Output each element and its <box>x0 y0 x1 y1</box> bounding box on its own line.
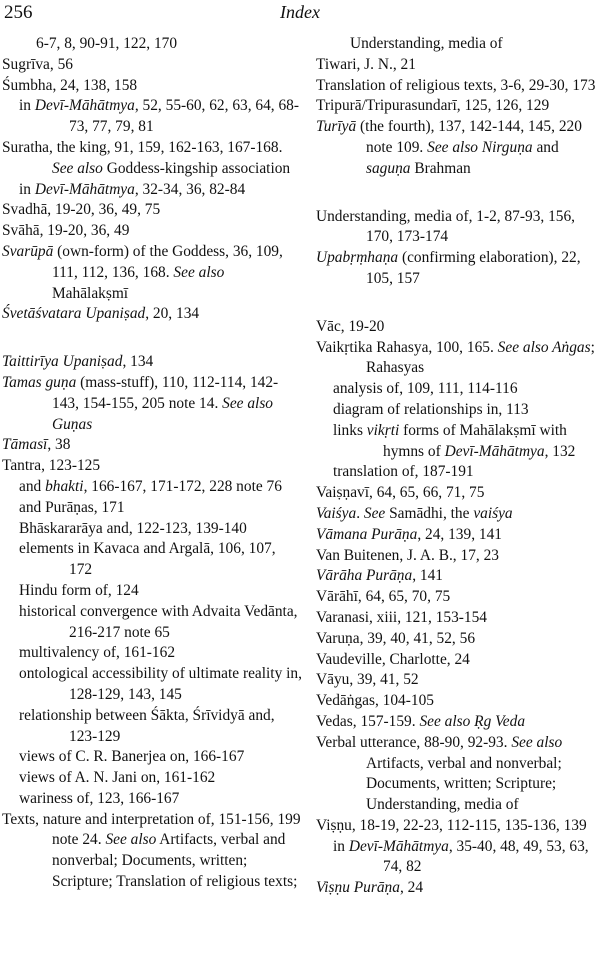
index-entry <box>316 587 600 608</box>
entry-text: in <box>333 837 349 855</box>
index-entry <box>316 207 600 249</box>
index-entry <box>316 338 600 380</box>
index-entry <box>2 221 302 242</box>
entry-text: ; Rahasyas <box>366 338 595 377</box>
entry-text: Understanding, media of <box>350 35 503 52</box>
index-entry <box>316 117 600 179</box>
index-subentry <box>2 180 302 201</box>
entry-text: elements in Kavaca and Argalā, 106, 107, 172 <box>19 540 276 579</box>
entry-text: Van Buitenen, J. A. B., 17, 23 <box>316 546 499 564</box>
entry-text: and <box>19 477 46 495</box>
section-gap <box>316 180 600 207</box>
entry-text: in <box>19 180 35 198</box>
entry-text: and <box>532 138 559 156</box>
index-entry <box>2 200 302 221</box>
index-entry <box>316 96 600 117</box>
index-subentry <box>2 643 302 664</box>
index-column-left <box>2 34 302 893</box>
index-entry <box>316 670 600 691</box>
entry-text: views of A. N. Jani on, 161-162 <box>19 769 216 787</box>
entry-text: Samādhi, the <box>385 504 474 522</box>
index-entry <box>316 566 600 587</box>
entry-text: Artifacts, verbal and nonverbal; Documents, written; Scripture; Understanding, media of <box>366 754 562 814</box>
entry-text: Tiwari, J. N., 21 <box>316 55 416 73</box>
entry-text: , 32-34, 36, 82-84 <box>134 180 246 198</box>
entry-text: ontological accessibility of ultimate reality in, 128-129, 143, 145 <box>19 665 302 703</box>
index-entry <box>2 138 302 180</box>
entry-text: See <box>363 504 386 522</box>
index-entry <box>2 55 302 76</box>
entry-text: , 52, 55-60, 62, 63, 64, 68-73, 77, 79, 81 <box>69 97 300 136</box>
index-entry <box>316 733 600 816</box>
entry-text: Śvetāśvatara Upaniṣad <box>2 305 146 323</box>
entry-text: Translation of religious texts, 3-6, 29-30, 173 <box>316 76 596 94</box>
index-subentry <box>316 837 600 879</box>
entry-text: Devī-Māhātmya <box>34 180 135 198</box>
entry-text: and Purāṇas, 171 <box>19 498 125 516</box>
entry-text: Vedāṅgas, 104-105 <box>316 692 434 710</box>
entry-text: See also <box>105 831 157 849</box>
entry-text: Taittirīya Upaniṣad <box>2 353 123 371</box>
entry-text: , 38 <box>47 436 71 454</box>
running-title: Index <box>280 2 320 22</box>
entry-text: Svāhā, 19-20, 36, 49 <box>2 222 130 240</box>
entry-text: analysis of, 109, 111, 114-116 <box>333 380 518 398</box>
entry-text: relationship between Śākta, Śrīvidyā and, 123-129 <box>19 706 275 745</box>
entry-text: vaiśya <box>473 504 513 522</box>
index-subentry <box>316 462 600 483</box>
index-entry <box>316 712 600 733</box>
entry-text: Śumbha, 24, 138, 158 <box>2 76 138 94</box>
page-header <box>0 0 600 30</box>
entry-text: Hindu form of, 124 <box>19 581 139 599</box>
entry-text: translation of, 187-191 <box>333 463 474 481</box>
entry-text: See also <box>511 733 563 751</box>
index-entry <box>316 878 600 899</box>
entry-text: Tripurā/Tripurasundarī, 125, 126, 129 <box>316 97 550 115</box>
entry-text: in <box>19 97 35 115</box>
entry-text: Vāyu, 39, 41, 52 <box>316 671 419 689</box>
entry-text: Turīyā <box>316 118 357 136</box>
entry-text: wariness of, 123, 166-167 <box>19 789 180 807</box>
entry-text: Svarūpā <box>2 242 54 260</box>
section-gap <box>316 290 600 317</box>
entry-text: Svadhā, 19-20, 36, 49, 75 <box>2 201 161 219</box>
entry-text: See also <box>173 263 225 281</box>
index-subentry <box>2 706 302 748</box>
index-entry <box>316 504 600 525</box>
entry-text: Vaiśya <box>316 504 357 522</box>
index-entry <box>316 525 600 546</box>
index-entry <box>316 546 600 567</box>
entry-text: , 20, 134 <box>145 305 200 323</box>
entry-text: Devī-Māhātmya <box>34 97 135 115</box>
entry-text: Brahman <box>410 159 471 177</box>
entry-text: , 24 <box>399 879 424 897</box>
entry-text: , 166-167, 171-172, 228 note 76 <box>83 477 282 495</box>
entry-text: multivalency of, 161-162 <box>19 644 176 662</box>
index-entry <box>316 608 600 629</box>
entry-text: Devī-Māhātmya <box>348 837 449 855</box>
index-entry <box>2 242 302 304</box>
entry-text: (confirming elaboration), 22, 105, 157 <box>366 249 581 287</box>
index-subentry <box>2 747 302 768</box>
entry-text: Devī-Māhātmya <box>444 442 545 460</box>
index-entry <box>2 373 302 435</box>
index-entry <box>316 816 600 837</box>
entry-text: Vedas, 157-159. <box>316 712 420 730</box>
entry-text: views of C. R. Banerjea on, 166-167 <box>19 748 245 766</box>
entry-text: . <box>356 504 364 522</box>
entry-text: See also Aṅgas <box>497 338 591 356</box>
entry-text: vikṛti <box>366 421 400 439</box>
entry-text: Varuṇa, 39, 40, 41, 52, 56 <box>316 629 476 647</box>
index-subentry <box>316 400 600 421</box>
index-entry <box>316 483 600 504</box>
entry-text: Tāmasī <box>2 436 48 454</box>
entry-text: Vārāhī, 64, 65, 70, 75 <box>316 588 451 606</box>
index-entry <box>2 76 302 97</box>
index-subentry <box>2 581 302 602</box>
entry-text: Vāmana Purāṇa <box>316 525 418 543</box>
index-subentry <box>2 498 302 519</box>
index-subentry <box>316 421 600 463</box>
entry-text: , 132 <box>544 442 576 460</box>
entry-text: links <box>333 421 367 439</box>
index-subentry <box>2 789 302 810</box>
entry-text: 6-7, 8, 90-91, 122, 170 <box>36 35 178 52</box>
entry-text: (own-form) of the Goddess, 36, 109, 111, 112, 136, 168. <box>52 242 283 281</box>
entry-text: Bhāskararāya and, 122-123, 139-140 <box>19 519 247 537</box>
entry-text: Vaikṛtika Rahasya, 100, 165. <box>316 338 498 356</box>
entry-text: See also Ṛg Veda <box>419 712 526 730</box>
entry-text: Artifacts, verbal and nonverbal; Documents, written; Scripture; Translation of religious texts; <box>52 831 298 891</box>
index-entry <box>2 352 302 373</box>
entry-text: Understanding, media of, 1-2, 87-93, 156, 170, 173-174 <box>316 207 576 246</box>
index-subentry <box>2 96 302 138</box>
index-entry <box>2 810 302 893</box>
entry-text: Upabṛṃhaṇa <box>316 249 399 267</box>
index-subentry <box>316 379 600 400</box>
entry-text: Tamas guṇa <box>2 373 77 391</box>
entry-text: (mass-stuff), 110, 112-114, 142-143, 154-155, 205 note 14. <box>52 373 279 412</box>
index-entry <box>316 76 600 97</box>
entry-text: Vaudeville, Charlotte, 24 <box>316 650 470 668</box>
index-column-right <box>316 34 600 899</box>
index-entry <box>2 304 302 325</box>
entry-text: Vāc, 19-20 <box>316 317 385 335</box>
entry-text: diagram of relationships in, 113 <box>333 400 529 418</box>
index-subentry <box>2 477 302 498</box>
entry-text: , 134 <box>122 353 154 371</box>
entry-text: Goddess-kingship association <box>102 159 291 177</box>
entry-text: See also Guṇas <box>52 394 274 433</box>
entry-text: See also <box>52 159 103 177</box>
entry-text: Varanasi, xiii, 121, 153-154 <box>316 608 487 626</box>
page-number: 256 <box>4 2 33 23</box>
index-entry <box>316 650 600 671</box>
entry-text: Texts, nature and interpretation of, 151-156, 199 note 24. <box>2 810 301 849</box>
entry-text: Suratha, the king, 91, 159, 162-163, 167-168. <box>2 138 283 156</box>
entry-text: , 141 <box>412 567 443 585</box>
index-subentry <box>2 768 302 789</box>
entry-text: forms of Mahālakṣmī with hymns of <box>383 421 567 460</box>
entry-text: See also Nirguṇa <box>427 138 533 156</box>
index-entry <box>2 456 302 477</box>
entry-text: , 24, 139, 141 <box>417 525 502 543</box>
index-entry <box>316 55 600 76</box>
index-entry <box>316 317 600 338</box>
entry-text: (the fourth), 137, 142-144, 145, 220 note 109. <box>356 118 582 156</box>
entry-text: saguṇa <box>366 159 411 177</box>
index-entry <box>2 435 302 456</box>
entry-text: Mahālakṣmī <box>52 284 129 302</box>
index-subentry <box>2 664 302 706</box>
entry-text: Viṣṇu, 18-19, 22-23, 112-115, 135-136, 139 <box>316 816 587 834</box>
index-subentry <box>2 602 302 644</box>
index-subentry <box>2 539 302 581</box>
section-gap <box>2 325 302 352</box>
index-subentry <box>2 519 302 540</box>
index-entry <box>316 629 600 650</box>
entry-text: Sugrīva, 56 <box>2 55 73 73</box>
index-entry <box>316 248 600 290</box>
entry-text: Vaiṣṇavī, 64, 65, 66, 71, 75 <box>316 484 485 502</box>
index-subentry <box>316 34 600 55</box>
index-entry <box>316 691 600 712</box>
entry-text: historical convergence with Advaita Vedānta, 216-217 note 65 <box>19 602 298 641</box>
entry-text: , 35-40, 48, 49, 53, 63, 74, 82 <box>383 837 589 876</box>
entry-text: Tantra, 123-125 <box>2 457 101 475</box>
entry-text: Vārāha Purāṇa <box>316 567 413 585</box>
entry-text: Verbal utterance, 88-90, 92-93. <box>316 733 512 751</box>
entry-text: bhakti <box>45 477 84 495</box>
index-subentry <box>2 34 302 55</box>
entry-text: Viṣṇu Purāṇa <box>316 879 400 897</box>
